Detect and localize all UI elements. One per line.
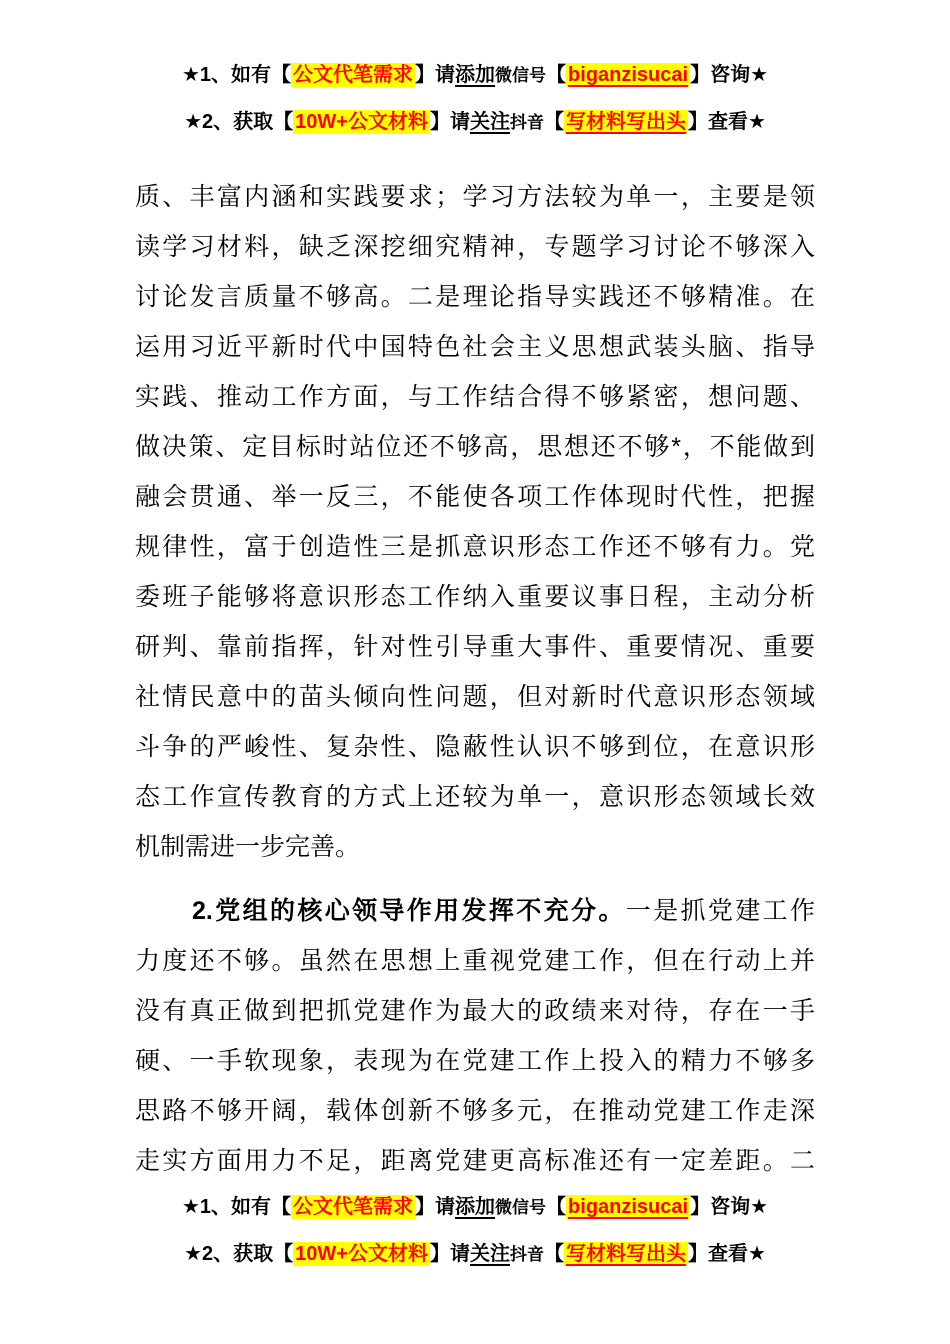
body-line (135, 986, 815, 1036)
body-text: 社情民意中的苗头倾向性问题，但对新时代意识形态领域 (135, 683, 815, 711)
promo-highlight-service: 公文代笔需求 (293, 1196, 414, 1218)
promo-text: 】请 (429, 111, 470, 133)
body-text: 读学习材料，缺乏深挖细究精神，专题学习讨论不够深入 (135, 233, 815, 261)
promo-text: 】请 (415, 64, 456, 86)
promo-prefix-2: ★2、获取【 (184, 111, 294, 133)
body-text: 运用习近平新时代中国特色社会主义思想武装头脑、指导 (135, 333, 815, 361)
body-text: 走实方面用力不足，距离党建更高标准还有一定差距。二 (135, 1147, 815, 1175)
body-line (135, 622, 815, 672)
promo-underline-follow: 关注 (469, 1243, 510, 1265)
body-text: 规律性，富于创造性三是抓意识形态工作还不够有力。党 (135, 533, 815, 561)
body-line (135, 222, 815, 272)
body-text: 质、丰富内涵和实践要求；学习方法较为单一，主要是领 (135, 183, 815, 211)
promo-text: 】请 (429, 1243, 470, 1265)
body-line (135, 822, 815, 872)
body-text: 没有真正做到把抓党建作为最大的政绩来对待，存在一手 (135, 997, 815, 1025)
promo-highlight-service: 公文代笔需求 (293, 64, 414, 86)
body-text: 力度还不够。虽然在思想上重视党建工作，但在行动上并 (135, 947, 815, 975)
document-body (135, 172, 815, 1186)
body-line (135, 272, 815, 322)
promo-banner-top (0, 0, 950, 136)
body-text: 一是抓党建工作 (625, 897, 815, 925)
promo-suffix-2: 】查看★ (687, 111, 766, 133)
paragraph (135, 172, 815, 872)
promo-prefix-1: ★1、如有【 (181, 64, 292, 86)
promo-bracket: 【 (546, 1196, 567, 1218)
body-line (135, 886, 815, 936)
body-line (135, 1036, 815, 1086)
body-text: 研判、靠前指挥，针对性引导重大事件、重要情况、重要 (135, 633, 815, 661)
paragraph-lead-bold: 2.党组的核心领导作用发挥不充分。 (192, 897, 626, 925)
body-line (135, 372, 815, 422)
body-line (135, 1136, 815, 1186)
body-text: 态工作宣传教育的方式上还较为单一，意识形态领域长效 (135, 783, 815, 811)
body-line (135, 472, 815, 522)
body-text: 机制需进一步完善。 (135, 833, 361, 861)
promo-suffix-1: 】咨询★ (690, 64, 769, 86)
promo-bracket: 【 (543, 111, 564, 133)
promo-text-wechat: 微信号 (495, 1198, 547, 1217)
body-text: 讨论发言质量不够高。二是理论指导实践还不够精准。在 (135, 283, 815, 311)
body-text: 融会贯通、举一反三，不能使各项工作体现时代性，把握 (135, 483, 815, 511)
promo-text-douyin: 抖音 (509, 1245, 544, 1264)
promo-bracket: 【 (546, 64, 567, 86)
promo-prefix-2: ★2、获取【 (184, 1243, 294, 1265)
body-line (135, 772, 815, 822)
promo-underline-follow: 关注 (469, 111, 510, 133)
promo-highlight-douyin-id: 写材料写出头 (565, 111, 686, 133)
promo-text-wechat: 微信号 (495, 66, 547, 85)
promo-prefix-1: ★1、如有【 (181, 1196, 292, 1218)
promo-line (0, 1194, 950, 1221)
body-text: 实践、推动工作方面，与工作结合得不够紧密，想问题、 (135, 383, 815, 411)
promo-underline-add: 添加 (455, 64, 496, 86)
promo-banner-bottom (0, 1194, 950, 1268)
body-text: 斗争的严峻性、复杂性、隐蔽性认识不够到位，在意识形 (135, 733, 815, 761)
promo-text-douyin: 抖音 (509, 113, 544, 132)
promo-underline-add: 添加 (455, 1196, 496, 1218)
promo-text: 】请 (415, 1196, 456, 1218)
promo-highlight-wechat-id: biganzisucai (568, 64, 689, 86)
promo-highlight-materials: 10W+公文材料 (295, 111, 428, 133)
promo-suffix-1: 】咨询★ (690, 1196, 769, 1218)
paragraph (135, 886, 815, 1186)
body-line (135, 172, 815, 222)
promo-line (0, 62, 950, 89)
body-line (135, 422, 815, 472)
promo-line (0, 1241, 950, 1268)
body-text: 硬、一手软现象，表现为在党建工作上投入的精力不够多 (135, 1047, 815, 1075)
promo-highlight-wechat-id: biganzisucai (568, 1196, 689, 1218)
body-line (135, 1086, 815, 1136)
promo-line (0, 109, 950, 136)
promo-bracket: 【 (543, 1243, 564, 1265)
body-text: 做决策、定目标时站位还不够高，思想还不够*，不能做到 (135, 433, 815, 461)
body-line (135, 722, 815, 772)
body-line (135, 672, 815, 722)
promo-highlight-douyin-id: 写材料写出头 (565, 1243, 686, 1265)
body-line (135, 936, 815, 986)
body-text: 委班子能够将意识形态工作纳入重要议事日程，主动分析 (135, 583, 815, 611)
promo-highlight-materials: 10W+公文材料 (295, 1243, 428, 1265)
body-line (135, 522, 815, 572)
body-text: 思路不够开阔，载体创新不够多元，在推动党建工作走深 (135, 1097, 815, 1125)
body-line (135, 572, 815, 622)
body-line (135, 322, 815, 372)
promo-suffix-2: 】查看★ (687, 1243, 766, 1265)
